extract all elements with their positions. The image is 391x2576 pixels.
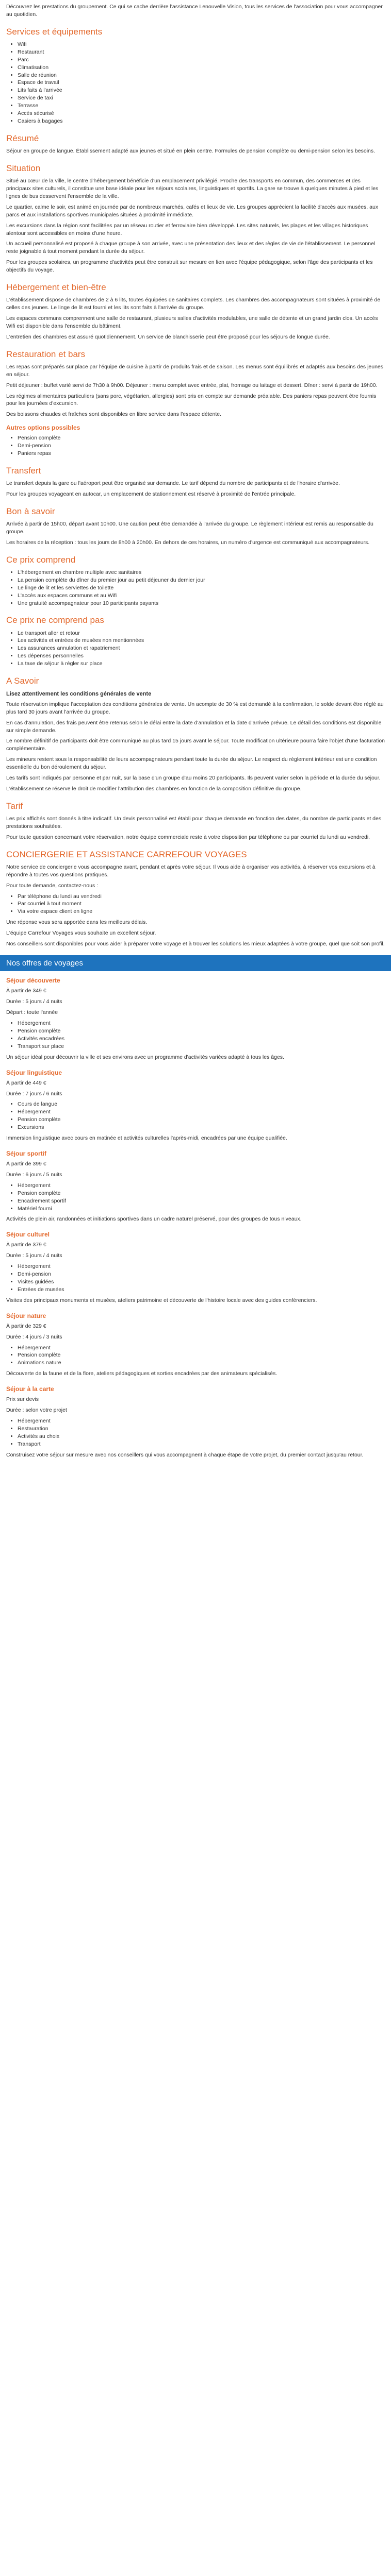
non-compris-item: • Les assurances annulation et rapatriement [18,645,385,652]
services-list [6,41,385,125]
non-compris-item: • Les activités et entrées de musées non mentionnées [18,637,385,645]
situation-paragraph: Un accueil personnalisé est proposé à chaque groupe à son arrivée, avec une présentation des lieux et des règles de vie de l'établissement. Le personnel reste joignable à tout moment pendant la durée du séjour. [6,241,376,255]
offer-items [6,1344,385,1367]
offer-description: Découverte de la faune et de la flore, ateliers pédagogiques et sorties encadrées par des animateurs spécialisés. [6,1370,278,1377]
offer-title: Séjour sportif [6,1149,47,1157]
compris-item: • L'accès aux espaces communs et au Wifi [18,592,385,600]
offer-item: • Transport [18,1440,385,1448]
compris-item: • La pension complète du dîner du premier jour au petit déjeuner du dernier jour [18,577,385,584]
offer-items [6,1100,385,1131]
contact-item: • Via votre espace client en ligne [18,908,385,916]
contact-outro: Une réponse vous sera apportée dans les meilleurs délais. [6,919,148,926]
non-compris-list [6,630,385,668]
hebergement-paragraph: L'entretien des chambres est assuré quotidiennement. Un service de blanchisserie peut être proposé pour les séjours de longue durée. [6,333,330,340]
bon-savoir-paragraph: Les horaires de la réception : tous les jours de 8h00 à 20h00. En dehors de ces horaires, un numéro d'urgence est communiqué aux accompagnateurs. [6,539,370,546]
offer-line: Départ : toute l'année [6,1009,58,1016]
restauration-paragraph: Petit déjeuner : buffet varié servi de 7h30 à 9h00. Déjeuner : menu complet avec entrée, plat, fromage ou laitage et dessert. Dîner : servi à partir de 19h00. [6,382,378,388]
contact-item: • Par courriel à tout moment [18,900,385,908]
situation-paragraph: Pour les groupes scolaires, un programme d'activités peut être construit sur mesure en lien avec l'équipe pédagogique, selon l'âge des participants et les objectifs du voyage. [6,259,373,274]
service-item: • Espace de travail [18,79,385,87]
offer-item: • Matériel fourni [18,1205,385,1213]
offer-description: Visites des principaux monuments et musées, ateliers patrimoine et découverte de l'histoire locale avec des guides conférenciers. [6,1297,317,1303]
compris-heading: Ce prix comprend [6,554,76,565]
offer-item: • Activités au choix [18,1433,385,1440]
contact-footer: Nos conseillers sont disponibles pour vous aider à préparer votre voyage et à trouver les solutions les mieux adaptées à votre groupe, quel que soit son profil. [6,941,385,947]
service-item: • Accès sécurisé [18,110,385,117]
situation-heading: Situation [6,163,41,173]
offer-line: À partir de 349 € [6,988,46,994]
non-compris-item: • Les dépenses personnelles [18,652,385,660]
situation-paragraph: Le quartier, calme le soir, est animé en journée par de nombreux marchés, cafés et lieux de vie. Les groupes apprécient la facilité d'accès aux musées, aux parcs et aux installations sportives municipales situées à proximité immédiate. [6,204,379,218]
offer-title: Séjour à la carte [6,1385,54,1393]
savoir-heading: A Savoir [6,676,39,686]
tarif-paragraph: Les prix affichés sont donnés à titre indicatif. Un devis personnalisé est établi pour chaque demande en fonction des dates, du nombre de participants et des prestations souhaitées. [6,816,382,829]
service-item: • Parc [18,56,385,64]
offer-description: Un séjour idéal pour découvrir la ville et ses environs avec un programme d'activités variées adapté à tous les âges. [6,1054,284,1060]
offers-list [6,976,385,1459]
bon-savoir-heading: Bon à savoir [6,506,55,516]
offer-line: Prix sur devis [6,1396,39,1403]
offer-item: • Restauration [18,1425,385,1433]
compris-item: • Le linge de lit et les serviettes de toilette [18,584,385,592]
offer-item: • Pension complète [18,1116,385,1124]
contact-outro: L'équipe Carrefour Voyages vous souhaite un excellent séjour. [6,930,156,937]
service-item: • Climatisation [18,64,385,72]
option-item: • Paniers repas [18,450,385,457]
savoir-paragraph: L'établissement se réserve le droit de modifier l'attribution des chambres en fonction de la composition définitive du groupe. [6,785,302,792]
offer-description: Construisez votre séjour sur mesure avec nos conseillers qui vous accompagnent à chaque étape de votre projet, du premier contact jusqu'au retour. [6,1451,364,1458]
offer-items [6,1020,385,1050]
offer-block [6,976,385,1061]
hebergement-paragraph: Les espaces communs comprennent une salle de restaurant, plusieurs salles d'activités modulables, une salle de détente et un grand jardin clos. Un accès Wifi est disponible dans l'ensemble du bâtiment. [6,315,378,329]
service-item: • Terrasse [18,102,385,110]
offer-block [6,1230,385,1304]
option-item: • Demi-pension [18,442,385,450]
offer-item: • Pension complète [18,1190,385,1197]
offer-title: Séjour découverte [6,977,60,985]
offer-title: Séjour nature [6,1312,46,1319]
offer-item: • Animations nature [18,1359,385,1367]
offer-item: • Visites guidées [18,1278,385,1286]
offer-line: Durée : 4 jours / 3 nuits [6,1333,62,1340]
offer-item: • Hébergement [18,1344,385,1352]
offer-line: Durée : 6 jours / 5 nuits [6,1171,62,1178]
service-item: • Lits faits à l'arrivée [18,87,385,94]
savoir-paragraph: Les tarifs sont indiqués par personne et par nuit, sur la base d'un groupe d'au moins 20 participants. Ils peuvent varier selon la période et la durée du séjour. [6,775,381,782]
situation-paragraph: Situé au cœur de la ville, le centre d'hébergement bénéficie d'un emplacement privilégié. Proche des transports en commun, des commerces et des principaux sites culturels, il constitue une base idéale pour les séjours scolaires, linguistiques et sportifs. La gare se trouve à quelques minutes à pied et les lignes de bus desservent l'ensemble de la ville. [6,178,379,199]
offer-block [6,1149,385,1223]
offer-item: • Transport sur place [18,1043,385,1050]
offer-items [6,1182,385,1213]
savoir-paragraph: En cas d'annulation, des frais peuvent être retenus selon le délai entre la date d'annulation et la date d'arrivée prévue. Le détail des conditions est disponible sur simple demande. [6,719,382,734]
service-item: • Casiers à bagages [18,117,385,125]
compris-list [6,569,385,607]
offer-item: • Pension complète [18,1351,385,1359]
situation-paragraph: Les excursions dans la région sont facilitées par un réseau routier et ferroviaire bien développé. Les sites naturels, les plages et les villages historiques alentour sont accessibles en moins d'une heure. [6,222,368,236]
intro-text: Découvrez les prestations du groupement. Ce qui se cache derrière l'assistance Lenouvelle Vision, tous les services de l'association pour vous accompagner au quotidien. [6,4,383,18]
offer-title: Séjour culturel [6,1231,50,1239]
service-item: • Salle de réunion [18,72,385,79]
restauration-paragraph: Les repas sont préparés sur place par l'équipe de cuisine à partir de produits frais et de saison. Les menus sont équilibrés et adaptés aux besoins des jeunes en séjour. [6,363,384,378]
contact-heading: CONCIERGERIE ET ASSISTANCE CARREFOUR VOYAGES [6,849,247,859]
offer-item: • Demi-pension [18,1270,385,1278]
savoir-paragraph: Toute réservation implique l'acceptation des conditions générales de vente. Un acompte de 30 % est demandé à la confirmation, le solde devant être réglé au plus tard 30 jours avant l'arrivée du groupe. [6,701,384,715]
service-item: • Service de taxi [18,94,385,102]
contact-paragraph: Notre service de conciergerie vous accompagne avant, pendant et après votre séjour. Il vous aide à organiser vos activités, à réserver vos excursions et à répondre à toutes vos questions pratiques. [6,863,376,878]
offer-line: Durée : 7 jours / 6 nuits [6,1090,62,1097]
offer-item: • Excursions [18,1124,385,1131]
offer-item: • Cours de langue [18,1100,385,1108]
compris-item: • Une gratuité accompagnateur pour 10 participants payants [18,600,385,607]
offer-block [6,1385,385,1459]
transfert-paragraph: Le transfert depuis la gare ou l'aéroport peut être organisé sur demande. Le tarif dépend du nombre de participants et de l'horaire d'arrivée. [6,480,340,487]
offer-item: • Encadrement sportif [18,1197,385,1205]
offers-banner: Nos offres de voyages [0,955,391,971]
non-compris-heading: Ce prix ne comprend pas [6,615,104,625]
offer-line: À partir de 399 € [6,1161,46,1167]
contact-paragraph: Pour toute demande, contactez-nous : [6,882,99,889]
restauration-paragraph: Les régimes alimentaires particuliers (sans porc, végétarien, allergies) sont pris en compte sur demande préalable. Des paniers repas peuvent être fournis pour les journées d'excursion. [6,393,377,407]
offer-line: Durée : 5 jours / 4 nuits [6,998,62,1005]
tarif-paragraph: Pour toute question concernant votre réservation, notre équipe commerciale reste à votre disposition par téléphone ou par courriel du lundi au vendredi. [6,834,370,840]
service-item: • Restaurant [18,48,385,56]
restauration-paragraph: Des boissons chaudes et fraîches sont disponibles en libre service dans l'espace détente. [6,411,222,418]
contact-list [6,893,385,916]
transfert-paragraph: Pour les groupes voyageant en autocar, un emplacement de stationnement est réservé à proximité de l'entrée principale. [6,491,296,498]
offer-line: Durée : 5 jours / 4 nuits [6,1252,62,1259]
savoir-paragraph: Les mineurs restent sous la responsabilité de leurs accompagnateurs pendant toute la durée du séjour. Le respect du règlement intérieur est une condition essentielle du bon déroulement du séjour. [6,756,377,771]
offer-item: • Hébergement [18,1417,385,1425]
offer-item: • Pension complète [18,1027,385,1035]
offer-items [6,1263,385,1294]
savoir-paragraph: Le nombre définitif de participants doit être communiqué au plus tard 15 jours avant le séjour. Toute modification ultérieure pourra faire l'objet d'une facturation complémentaire. [6,738,385,752]
offer-item: • Entrées de musées [18,1286,385,1294]
option-item: • Pension complète [18,434,385,442]
restauration-heading: Restauration et bars [6,349,86,359]
offer-item: • Activités encadrées [18,1035,385,1043]
offer-item: • Hébergement [18,1020,385,1027]
resume-text: Séjour en groupe de langue. Établissement adapté aux jeunes et situé en plein centre. Formules de pension complète ou demi-pension selon les besoins. [6,148,376,155]
offer-description: Activités de plein air, randonnées et initiations sportives dans un cadre naturel préservé, pour des groupes de tous niveaux. [6,1216,302,1223]
offer-line: À partir de 449 € [6,1079,46,1086]
resume-heading: Résumé [6,133,39,143]
compris-item: • L'hébergement en chambre multiple avec sanitaires [18,569,385,577]
service-item: • Wifi [18,41,385,48]
contact-item: • Par téléphone du lundi au vendredi [18,893,385,901]
hebergement-heading: Hébergement et bien-être [6,282,106,293]
non-compris-item: • Le transport aller et retour [18,630,385,637]
offer-item: • Hébergement [18,1182,385,1190]
services-heading: Services et équipements [6,26,103,37]
options-list [6,434,385,457]
offer-block [6,1069,385,1142]
offer-item: • Hébergement [18,1263,385,1270]
offer-items [6,1417,385,1448]
offer-description: Immersion linguistique avec cours en matinée et activités culturelles l'après-midi, encadrées par une équipe qualifiée. [6,1135,287,1142]
offer-line: À partir de 329 € [6,1323,46,1329]
bon-savoir-paragraph: Arrivée à partir de 15h00, départ avant 10h00. Une caution peut être demandée à l'arrivée du groupe. Le règlement intérieur est remis au responsable du groupe. [6,521,373,535]
offer-line: À partir de 379 € [6,1242,46,1248]
non-compris-item: • La taxe de séjour à régler sur place [18,660,385,668]
hebergement-paragraph: L'établissement dispose de chambres de 2 à 6 lits, toutes équipées de sanitaires complets. Les chambres des accompagnateurs sont situées à proximité de celles des jeunes. Le linge de lit est fourni et les lits sont faits à l'arrivée du groupe. [6,297,381,311]
options-heading: Autres options possibles [6,424,80,432]
tarif-heading: Tarif [6,801,23,811]
offer-title: Séjour linguistique [6,1069,62,1076]
offer-item: • Hébergement [18,1108,385,1116]
savoir-subheading: Lisez attentivement les conditions générales de vente [6,691,152,698]
offer-block [6,1312,385,1378]
offer-line: Durée : selon votre projet [6,1407,67,1414]
transfert-heading: Transfert [6,466,41,476]
